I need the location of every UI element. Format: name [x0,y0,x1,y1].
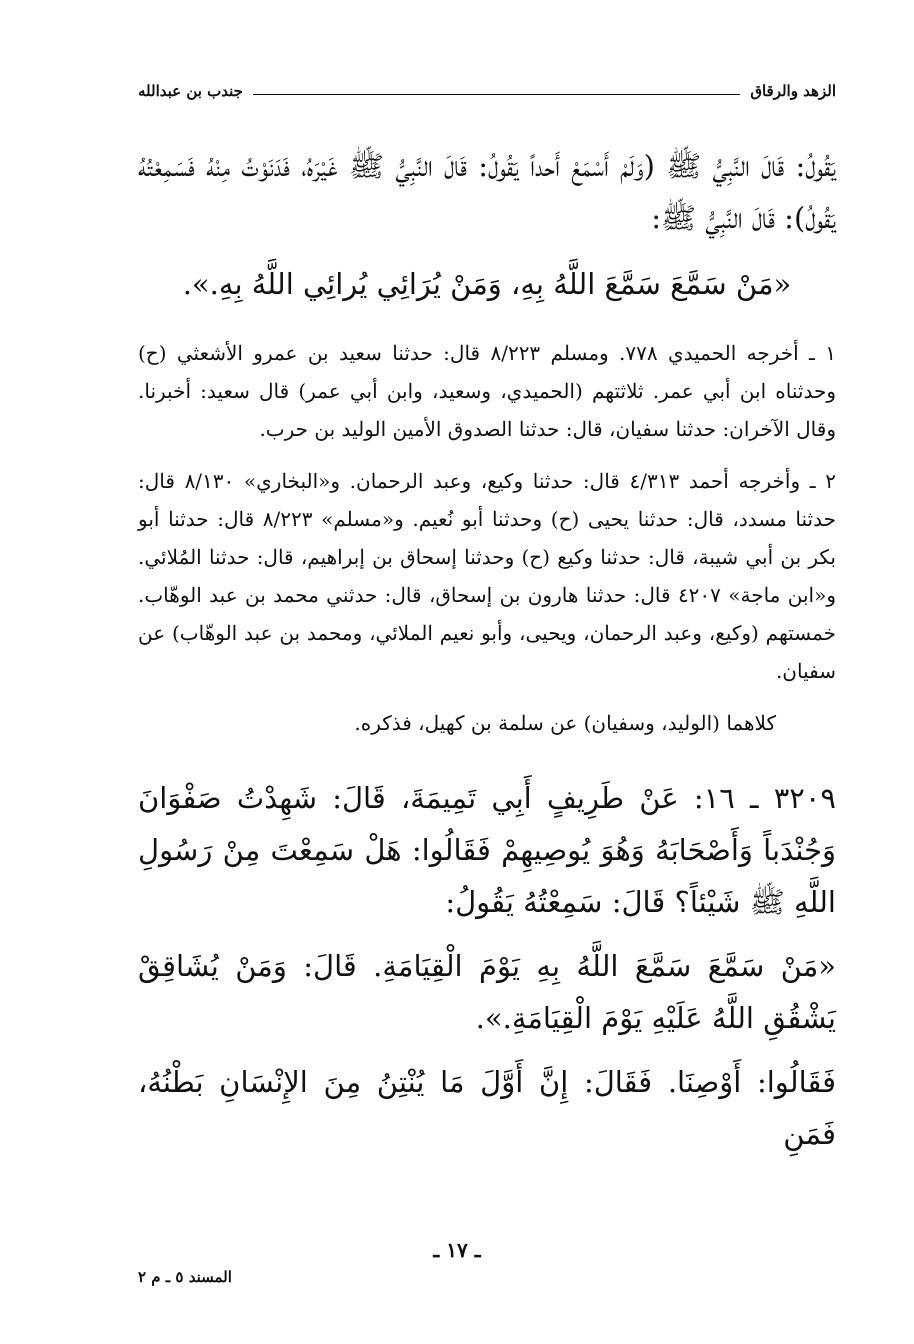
footnote-2: ٢ ـ وأخرجه أحمد ٤/٣١٣ قال: حدثنا وكيع، وعبد الرحمان. و«البخاري» ٨/١٣٠ قال: حدثنا مسدد، قال: حدثنا يحيى (ح) وحدثنا أبو نُعيم. و«مسلم» ٨/٢٢٣ قال: حدثنا أبو بكر بن أبي شيبة، قال: حدثنا وكيع (ح) وحدثنا إسحاق بن إبراهيم، قال: حدثنا المُلائي. و«ابن ماجة» ٤٢٠٧ قال: حدثنا هارون بن إسحاق، قال: حدثني محمد بن عبد الوهّاب. خمستهم (وكيع، وعبد الرحمان، ويحيى، وأبو نعيم الملائي، ومحمد بن عبد الوهّاب) عن سفيان. [138,469,837,683]
header-book-section: الزهد والرقاق [750,82,836,100]
hadith-text-2: ٣٢٠٩ ـ ١٦: عَنْ طَرِيفٍ أَبِي تَمِيمَةَ، قَالَ: شَهِدْتُ صَفْوَانَ وَجُنْدَباً وَأَصْحَابَهُ وَهُوَ يُوصِيهِمْ فَقَالُوا: هَلْ سَمِعْتَ مِنْ رَسُولِ اللَّهِ ﷺ شَيْئاً؟ قَالَ: سَمِعْتُهُ يَقُولُ: [138,781,836,919]
footnote-3: كلاهما (الوليد، وسفيان) عن سلمة بن كهيل، فذكره. [354,711,776,735]
page-content [138,140,836,1160]
header-narrator-section: جندب بن عبدالله [138,82,243,100]
hadith-text-3: فَقَالُوا: أَوْصِنَا. فَقَالَ: إِنَّ أَوَّلَ مَا يُنْتِنُ مِنَ الإِنْسَانِ بَطْنُهُ، فَمَنِ [138,1065,836,1151]
print-signature: المسند ٥ ـ م ٢ [138,1268,232,1286]
hadith-quote-2: «مَنْ سَمَّعَ سَمَّعَ اللَّهُ بِهِ يَوْمَ الْقِيَامَةِ. قَالَ: وَمَنْ يُشَاقِقْ يَشْقُقِ اللَّهُ عَلَيْهِ يَوْمَ الْقِيَامَةِ.». [138,949,836,1035]
page-number: ـ ١٧ ـ [433,1238,481,1262]
hadith-text-1: يَقُولُ: قَالَ النَّبِيُّ ﷺ (وَلَمْ أَسْمَعْ أَحداً يَقُولُ: قَالَ النَّبِيُّ ﷺ غَيْرَهُ، فَدَنَوْتُ مِنْهُ فَسَمِعْتُهُ يَقُولُ): قَالَ النَّبِيُّ ﷺ: [138,149,836,235]
footnote-1: ١ ـ أخرجه الحميدي ٧٧٨. ومسلم ٨/٢٢٣ قال: حدثنا سعيد بن عمرو الأشعثي (ح) وحدثناه ابن أبي عمر. ثلاثتهم (الحميدي، وسعيد، وابن أبي عمر) قال سعيد: أخبرنا. وقال الآخران: حدثنا سفيان، قال: حدثنا الصدوق الأمين الوليد بن حرب. [138,341,837,441]
running-header [138,82,836,100]
hadith-quote-1: «مَنْ سَمَّعَ سَمَّعَ اللَّهُ بِهِ، وَمَنْ يُرَائِي يُرائِي اللَّهُ بِهِ.». [182,267,792,301]
header-rule [253,94,740,95]
